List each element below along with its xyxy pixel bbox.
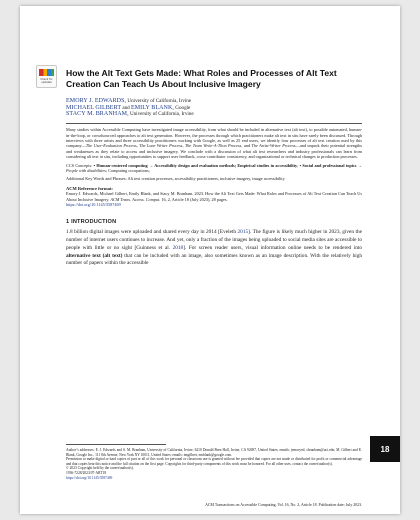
permission-notice: Permission to make digital or hard copies of part or all of this work for personal or classroom use is granted without fee provided that copies are not made or distributed for profit or commercial advantage and that copies bear this notice and the full citation on the first page. Copyrights for third-party components of this work must be honored. For all other uses, contact the owner/author(s). [66, 457, 362, 466]
intro-text: 1.8 billion digital images were uploaded and shared every day in 2014 [Eveleth [66, 229, 238, 236]
author-line-1 [66, 98, 362, 105]
intro-text-bold: alternative text (alt text) [66, 252, 123, 259]
ccs-concept: ; Computing occupations; [105, 167, 150, 173]
author-names: STACY M. BRANHAM, [66, 111, 129, 118]
author-names: MICHAEL GILBERT [66, 104, 122, 111]
introduction-paragraph [66, 229, 362, 268]
author-addresses: Author’s addresses: E. J. Edwards and S. M. Branham, University of California, Irvine, 6210 Donald Bren Hall, Irvine, CA 92697, United States; emails: jemoryed, sbranham@uci.edu; M. Gilbert and E. Blank, Google Inc., 111 8th Avenue, New York NY 10011, United States; emails: imgilbert, emblank@google.com. [66, 448, 362, 457]
intro-text: ]. For screen reader users, visual information online needs to be rendered into [183, 244, 362, 251]
abstract-text: Many studies within Accessible Computing have investigated image accessibility, from what should be included in alternative text (alt text), to possible automated, human-in-the-loop, or crowdsourced approaches to alt text generation. However, the processes through which practitioners make alt text in situ have rarely been discussed. Through interviews with three artists and three accessibility practitioners working with Google, as well as 25 end users, we identify four processes of alt text creation used by this company— [66, 127, 362, 149]
reference-volume: 16, 2, Article 18 (July 2023), 28 pages. [160, 196, 228, 202]
intro-text: that can be included with an image, also sometimes known as an image description. With the relatively high number of papers within the accessible [66, 252, 363, 267]
running-footer: ACM Transactions on Accessible Computing, Vol. 16, No. 2, Article 18. Publication date: July 2023. [205, 503, 362, 507]
author-block [66, 98, 362, 118]
author-names: EMILY BLANK, [130, 104, 175, 111]
author-affiliation: University of California, Irvine [128, 111, 194, 118]
abstract [66, 127, 362, 159]
paper-title: How the Alt Text Gets Made: What Roles and Processes of Alt Text Creation Can Teach Us About Inclusive Imagery [66, 68, 337, 89]
abstract-divider [66, 123, 362, 124]
author-affiliation: Google [174, 104, 191, 111]
article-number-tab: 18 [370, 436, 400, 462]
footnote-divider [66, 444, 166, 445]
reference-text: Emory J. Edwards, Michael Gilbert, Emily Blank, and Stacy M. Branham. 2023. How the Alt Text Gets Made: What Roles and Processes of Alt Text Creation Can Teach Us About Inclusive Imagery. [66, 191, 362, 202]
article-front-matter [66, 68, 362, 268]
footnote-block [66, 444, 362, 480]
reference-doi-link[interactable]: https://doi.org/10.1145/3587469 [66, 201, 121, 207]
footnote-doi-link[interactable]: https://doi.org/10.1145/3587469 [66, 475, 113, 480]
keywords: Additional Key Words and Phrases: Alt text creation processes, accessibility practitioners, inclusive imagery, image accessibility [66, 176, 285, 182]
reference-journal: ACM Trans. Access. Comput. [110, 196, 161, 202]
ccs-concept: • Social and professional topics → [299, 162, 362, 168]
reference-format-heading: ACM Reference format: [66, 185, 113, 191]
reference-format [66, 191, 362, 207]
abstract-text-italic: The Artist-Writer Process [251, 143, 296, 149]
check-for-updates-badge[interactable] [36, 65, 57, 88]
author-names: EMORY J. EDWARDS, [66, 98, 127, 104]
copyright-line: © 2023 Copyright held by the owner/author(s). [66, 466, 134, 471]
ccs-concept: • Human-centered computing → Accessibility design and evaluation methods; Empirical studies in accessibility [93, 162, 298, 168]
citation-link[interactable]: 2015 [237, 229, 249, 236]
badge-text: Check for updates [40, 78, 53, 84]
ccs-separator: ; [297, 162, 300, 168]
author-affiliation: University of California, Irvine [126, 98, 192, 104]
ccs-label: CCS Concepts: [66, 162, 94, 168]
update-badge-icon [39, 69, 54, 76]
ccs-concepts [66, 163, 362, 174]
paper-page [20, 6, 400, 514]
abstract-text-italic: The User-Evaluation Process, The Lone Writer Process, The Team Write-A-Thon Process, [85, 143, 243, 149]
citation-link[interactable]: 2018 [172, 244, 184, 251]
abstract-text: and [242, 143, 252, 149]
issn-line: 1936-7228/2023/07-ART18 [66, 470, 107, 475]
author-conjunction: and [121, 104, 131, 111]
section-heading-introduction: 1 INTRODUCTION [66, 219, 117, 226]
ccs-concept-italic: People with disabilities [66, 167, 106, 173]
abstract-text: —and unpack their potential strengths and weaknesses as they relate to access and inclusive imagery. We conclude with a discussion of what alt text researchers and industry professionals can learn from considering alt text [66, 143, 362, 160]
intro-text: ]. The figure is likely much higher in 2023, given the number of internet users continues to increase. And yet, only a fraction of the images being uploaded to social media sites are accessible to people with little or no sight [Guinness et al. [66, 229, 363, 251]
author-line-3 [66, 111, 362, 118]
abstract-text-italic: in situ [99, 154, 111, 160]
abstract-text: , including opportunities to support user feedback, cross-contributor consistency, and organizational or technical changes to production processes. [110, 154, 358, 160]
